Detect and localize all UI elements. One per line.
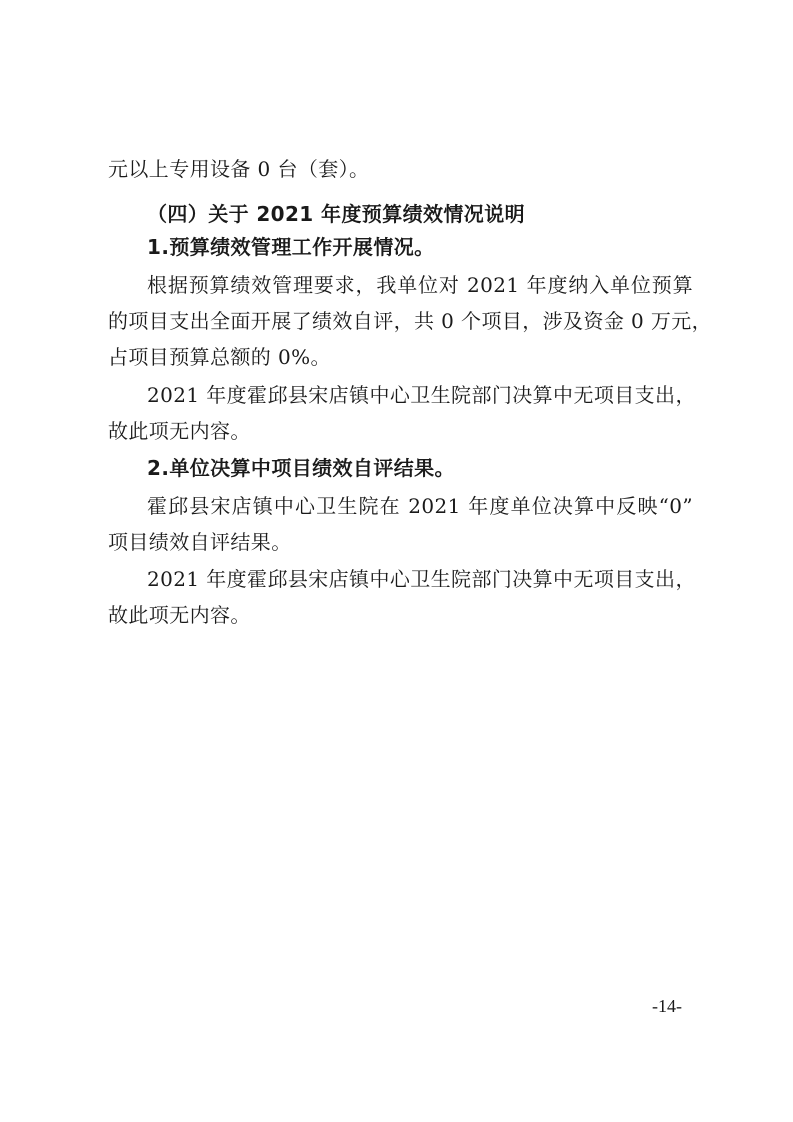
body-text-line: 元以上专用设备 0 台（套）。 — [108, 157, 370, 181]
subsection-heading: 1.预算绩效管理工作开展情况。 — [147, 235, 435, 259]
page-number: -14- — [652, 996, 682, 1016]
body-text-line: 故此项无内容。 — [108, 603, 251, 627]
body-text-line: 根据预算绩效管理要求，我单位对 2021 年度纳入单位预算 — [147, 273, 693, 297]
body-text-line: 故此项无内容。 — [108, 419, 251, 443]
body-text-line: 2021 年度霍邱县宋店镇中心卫生院部门决算中无项目支出， — [147, 567, 696, 591]
body-text-line: 2021 年度霍邱县宋店镇中心卫生院部门决算中无项目支出， — [147, 383, 696, 407]
body-text-line: 占项目预算总额的 0%。 — [108, 345, 331, 369]
body-text-line: 的项目支出全面开展了绩效自评，共 0 个项目，涉及资金 0 万元， — [108, 309, 713, 333]
subsection-heading: 2.单位决算中项目绩效自评结果。 — [147, 456, 455, 480]
body-text-line: 霍邱县宋店镇中心卫生院在 2021 年度单位决算中反映“0” — [147, 494, 693, 518]
section-heading: （四）关于 2021 年度预算绩效情况说明 — [147, 202, 525, 226]
body-text-line: 项目绩效自评结果。 — [108, 530, 292, 554]
